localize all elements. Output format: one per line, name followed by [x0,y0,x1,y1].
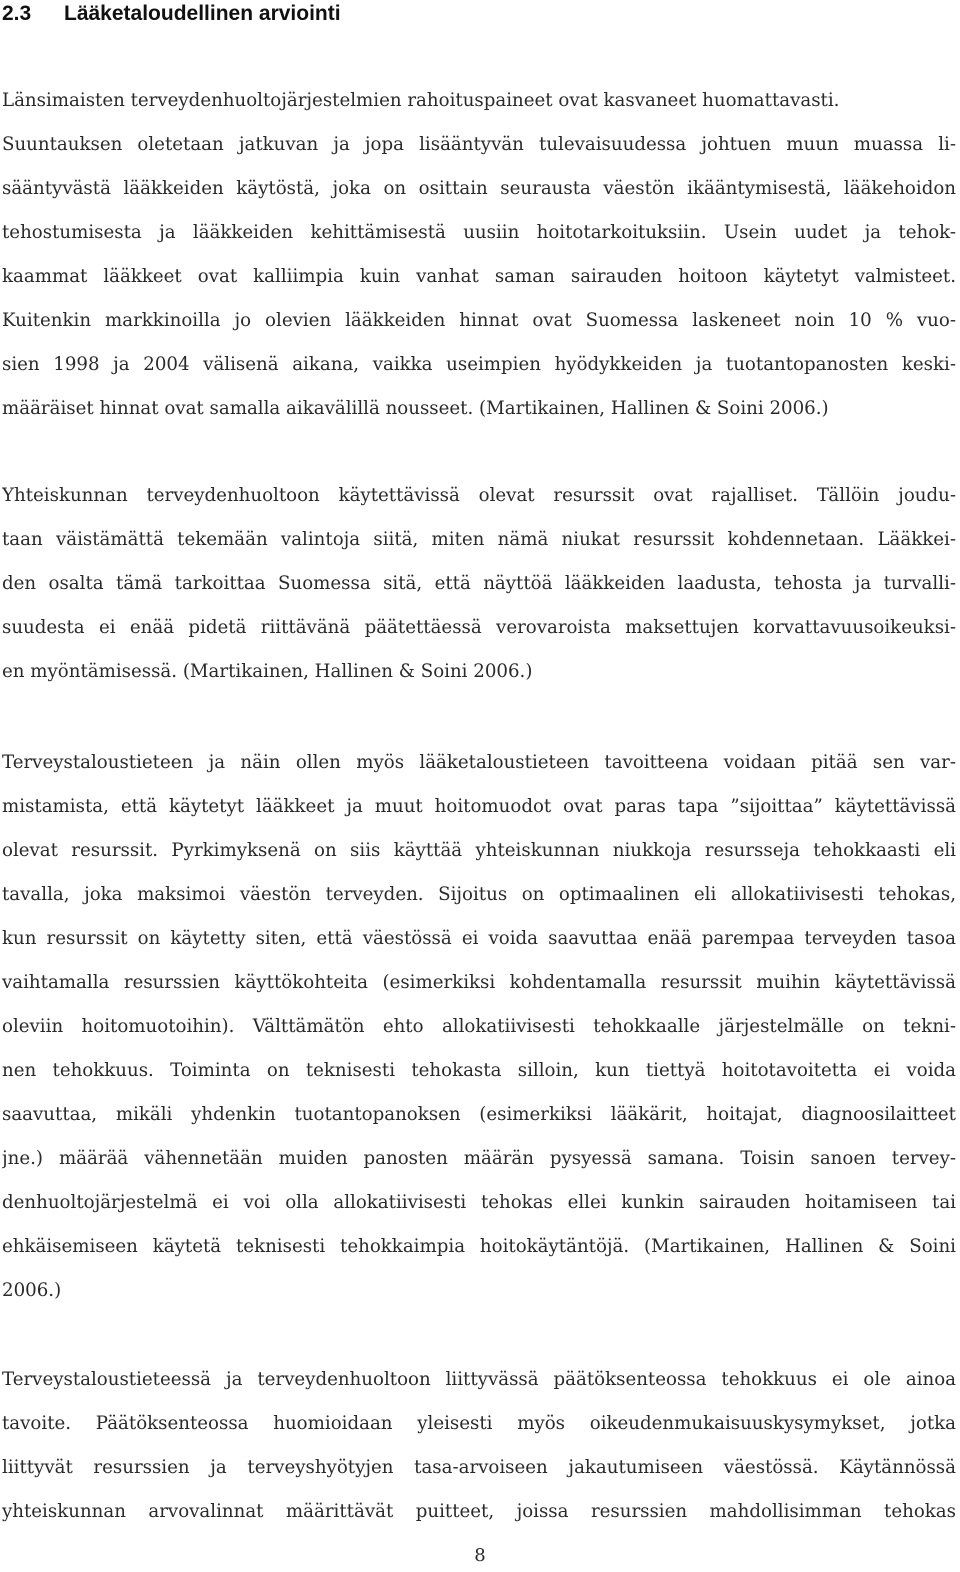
text-line: jne.) määrää vähennetään muiden panosten määrän pysyessä samana. Toisin sanoen tervey- [2,1148,956,1169]
text-line: määräiset hinnat ovat samalla aikavälillä nousseet. (Martikainen, Hallinen & Soini 2006.) [2,398,829,419]
text-line: 2006.) [2,1280,62,1301]
paragraph-2 [2,474,956,694]
text-line: Kuitenkin markkinoilla jo olevien lääkkeiden hinnat ovat Suomessa laskeneet noin 10 % vuo- [2,310,956,331]
text-line: oleviin hoitomuotoihin). Välttämätön ehto allokatiivisesti tehokkaalle järjestelmälle on tekni- [2,1016,956,1037]
text-line: sien 1998 ja 2004 välisenä aikana, vaikka useimpien hyödykkeiden ja tuotantopanosten keski- [2,354,956,375]
text-line: Yhteiskunnan terveydenhuoltoon käytettävissä olevat resurssit ovat rajalliset. Tällöin joudu- [2,485,956,506]
paragraph-1 [2,79,956,431]
text-line: kun resurssit on käytetty siten, että väestössä ei voida saavuttaa enää parempaa terveyden tasoa [2,928,956,949]
text-line: denhuoltojärjestelmä ei voi olla allokatiivisesti tehokas ellei kunkin sairauden hoitamiseen tai [2,1192,956,1213]
text-line: taan väistämättä tekemään valintoja siitä, miten nämä niukat resurssit kohdennetaan. Lääkkei- [2,529,956,550]
page-number: 8 [474,1545,486,1566]
text-line: liittyvät resurssien ja terveyshyötyjen tasa-arvoiseen jakautumiseen väestössä. Käytännössä [2,1457,956,1478]
text-line: kaammat lääkkeet ovat kalliimpia kuin vanhat saman sairauden hoitoon käytetyt valmisteet. [2,266,956,287]
text-line: sääntyvästä lääkkeiden käytöstä, joka on osittain seurausta väestön ikääntymisestä, lääkehoidon [2,178,956,199]
text-line: mistamista, että käytetyt lääkkeet ja muut hoitomuodot ovat paras tapa ”sijoittaa” käytettävissä [2,796,956,817]
text-line: suudesta ei enää pidetä riittävänä päätettäessä verovaroista maksettujen korvattavuusoikeuksi- [2,617,956,638]
text-line: Terveystaloustieteessä ja terveydenhuoltoon liittyvässä päätöksenteossa tehokkuus ei ole ainoa [2,1369,956,1390]
text-line: saavuttaa, mikäli yhdenkin tuotantopanoksen (esimerkiksi lääkärit, hoitajat, diagnoosilaitteet [2,1104,956,1125]
text-line: en myöntämisessä. (Martikainen, Hallinen & Soini 2006.) [2,661,533,682]
text-line: den osalta tämä tarkoittaa Suomessa sitä, että näyttöä lääkkeiden laadusta, tehosta ja turvalli- [2,573,956,594]
text-line: tavalla, joka maksimoi väestön terveyden. Sijoitus on optimaalinen eli allokatiivisesti tehokas, [2,884,956,905]
section-heading [2,0,341,28]
text-line: yhteiskunnan arvovalinnat määrittävät puitteet, joissa resurssien mahdollisimman tehokas [2,1501,956,1522]
text-line: Terveystaloustieteen ja näin ollen myös lääketaloustieteen tavoitteena voidaan pitää sen var- [2,752,956,773]
text-line: vaihtamalla resurssien käyttökohteita (esimerkiksi kohdentamalla resurssit muihin käytettävissä [2,972,956,993]
text-line: nen tehokkuus. Toiminta on teknisesti tehokasta silloin, kun tiettyä hoitotavoitetta ei voida [2,1060,956,1081]
text-line: tavoite. Päätöksenteossa huomioidaan yleisesti myös oikeudenmukaisuuskysymykset, jotka [2,1413,956,1434]
paragraph-4 [2,1358,956,1534]
section-title: Lääketaloudellinen arviointi [64,2,341,25]
text-line: tehostumisesta ja lääkkeiden kehittämisestä uusiin hoitotarkoituksiin. Usein uudet ja tehok- [2,222,956,243]
text-line: ehkäisemiseen käytetä teknisesti tehokkaimpia hoitokäytäntöjä. (Martikainen, Hallinen & Soini [2,1236,956,1257]
section-number: 2.3 [2,2,32,25]
text-line: Länsimaisten terveydenhuoltojärjestelmien rahoituspaineet ovat kasvaneet huomattavasti. [2,90,840,111]
text-line: olevat resurssit. Pyrkimyksenä on siis käyttää yhteiskunnan niukkoja resursseja tehokkaasti eli [2,840,956,861]
text-line: Suuntauksen oletetaan jatkuvan ja jopa lisääntyvän tulevaisuudessa johtuen muun muassa li- [2,134,956,155]
paragraph-3 [2,741,956,1313]
